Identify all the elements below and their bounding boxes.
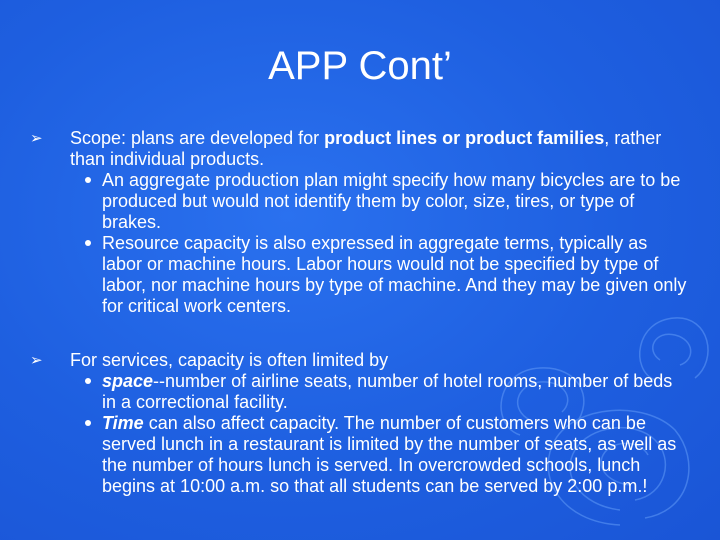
dot-bullet-icon [85,177,91,183]
dot-bullet-icon [85,240,91,246]
bullet-services [30,350,690,497]
emphasis-space: space [102,371,154,391]
sub-bullet-aggregate-plan: An aggregate production plan might specify how many bicycles are to be produced but would not identify them by color, size, tires, or type of brakes. [70,170,690,233]
bullet-scope [30,128,690,317]
sub-bullet-resource-capacity: Resource capacity is also expressed in aggregate terms, typically as labor or machine hours. Labor hours would not be specified by type of labor, nor machine hours by type of machine. And they may be given only for critical work centers. [70,233,690,317]
slide-title: APP Cont’ [268,44,452,88]
bullet-services-text: For services, capacity is often limited by [70,350,389,370]
dot-bullet-icon [85,420,91,426]
dot-bullet-icon [85,378,91,384]
arrow-bullet-icon: ➢ [30,130,43,147]
bullet-scope-text: Scope: plans are developed for product lines or product families, rather than individual products. [70,128,662,169]
bold-phrase: product lines or product families [324,128,605,148]
arrow-bullet-icon: ➢ [30,352,43,369]
sub-bullet-time: Time can also affect capacity. The number of customers who can be served lunch in a restaurant is limited by the number of seats, as well as the number of hours lunch is served. In overcrowded schools, lunch begins at 10:00 a.m. so that all students can be served by 2:00 p.m.! [70,413,690,497]
emphasis-time: Time [102,413,144,433]
sub-bullet-space: space--number of airline seats, number of hotel rooms, number of beds in a correctional facility. [70,371,690,413]
